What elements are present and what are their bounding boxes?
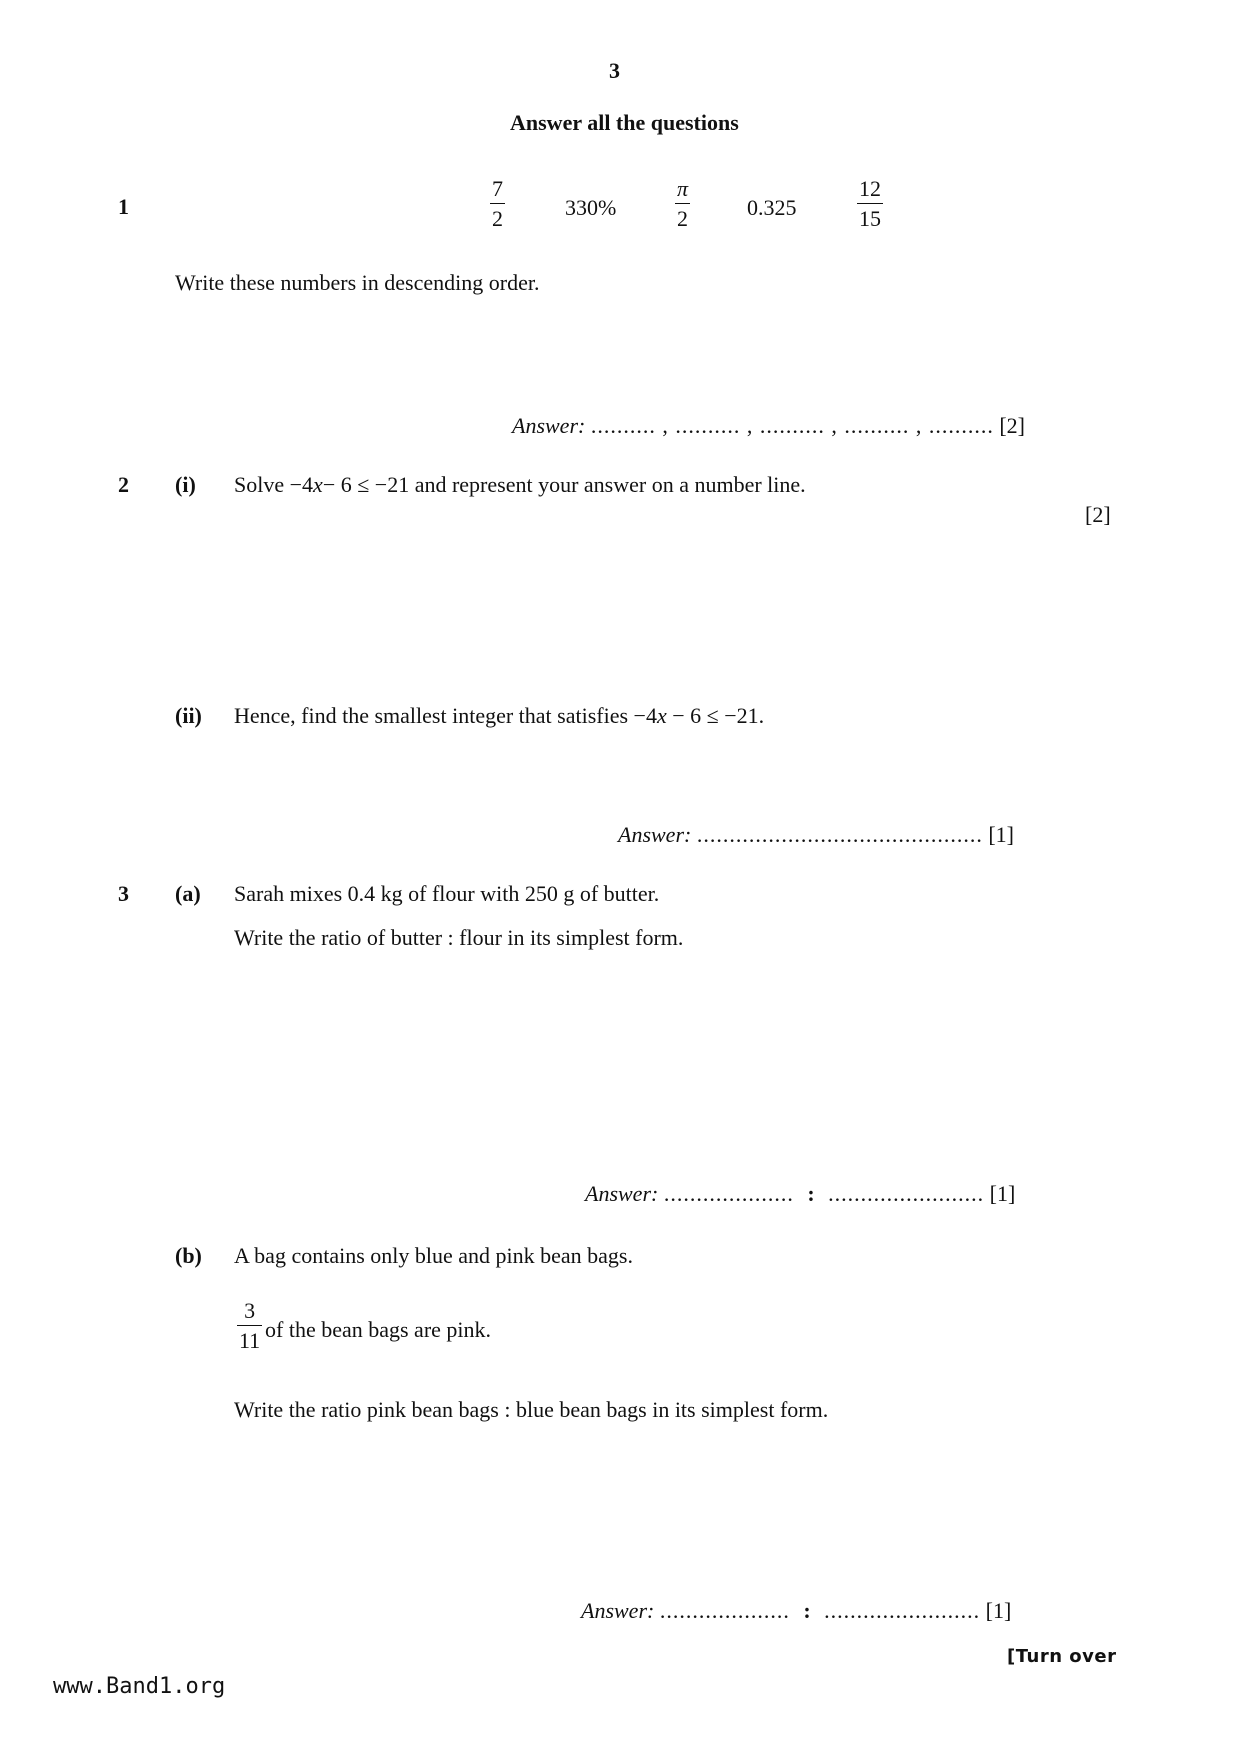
watermark-url: www.Band1.org bbox=[53, 1674, 226, 1699]
q2-ii-text-pre: Hence, find the smallest integer that satisfies bbox=[234, 703, 634, 728]
q2-i-text-post: and represent your answer on a number line. bbox=[409, 472, 806, 497]
q3-b-line2: of the bean bags are pink. bbox=[265, 1317, 492, 1342]
fraction-denominator: 11 bbox=[239, 1328, 261, 1353]
q3-a-answer-line bbox=[585, 1181, 1015, 1207]
q2-answer-blank[interactable]: ............................................ bbox=[696, 822, 983, 847]
q3-a-line2: Write the ratio of butter : flour in its simplest form. bbox=[234, 925, 684, 950]
page-number: 3 bbox=[609, 58, 620, 83]
fraction-denominator: 15 bbox=[859, 206, 881, 231]
q2-answer-line bbox=[618, 822, 1014, 848]
q1-instruction: Write these numbers in descending order. bbox=[175, 270, 540, 295]
page-heading: Answer all the questions bbox=[510, 110, 739, 135]
q1-fraction-7-over-2 bbox=[490, 178, 505, 230]
fraction-numerator: 12 bbox=[859, 176, 881, 201]
answer-label: Answer: bbox=[618, 822, 692, 847]
q2-ii-marks: [1] bbox=[988, 822, 1014, 847]
fraction-denominator: 2 bbox=[492, 206, 503, 231]
q2-ii-expr-a: −4 bbox=[633, 703, 657, 728]
q2-part-i-marks: [2] bbox=[1085, 502, 1111, 527]
q2-i-expr-a: −4 bbox=[289, 472, 314, 497]
fraction-numerator: 3 bbox=[244, 1298, 256, 1323]
question-number-1: 1 bbox=[118, 194, 129, 219]
fraction-numerator: 7 bbox=[492, 176, 503, 201]
q3-b-line1: A bag contains only blue and pink bean bags. bbox=[234, 1243, 633, 1268]
q3-b-fraction-3-over-11 bbox=[237, 1300, 262, 1352]
fraction-numerator: π bbox=[677, 176, 689, 201]
q1-value-decimal: 0.325 bbox=[747, 195, 797, 220]
q1-marks: [2] bbox=[999, 413, 1025, 438]
q1-fraction-12-over-15 bbox=[857, 178, 883, 230]
q2-part-i-label: (i) bbox=[175, 472, 196, 497]
q2-ii-variable: x bbox=[656, 703, 667, 728]
q3-b-answer-line bbox=[581, 1598, 1011, 1624]
q2-i-variable: x bbox=[313, 472, 323, 497]
q3-a-marks: [1] bbox=[989, 1181, 1016, 1206]
q1-value-percent: 330% bbox=[565, 195, 617, 220]
answer-label: Answer: bbox=[512, 413, 586, 438]
q1-answer-line bbox=[512, 413, 1025, 439]
q3-b-line3: Write the ratio pink bean bags : blue bean bags in its simplest form. bbox=[234, 1397, 829, 1422]
answer-label: Answer: bbox=[585, 1181, 659, 1206]
q2-i-expr-b: − 6 ≤ −21 bbox=[322, 472, 410, 497]
q3-part-b-label: (b) bbox=[175, 1243, 202, 1268]
fraction-denominator: 2 bbox=[677, 206, 689, 231]
q2-i-text-pre: Solve bbox=[234, 472, 290, 497]
ratio-colon: : bbox=[807, 1181, 815, 1206]
q1-fraction-pi-over-2 bbox=[675, 178, 690, 230]
answer-label: Answer: bbox=[581, 1598, 655, 1623]
q3-part-a-label: (a) bbox=[175, 881, 201, 906]
q3-a-answer-blank-left[interactable]: .................... bbox=[663, 1181, 794, 1206]
q2-part-ii-text bbox=[234, 703, 764, 729]
question-number-3: 3 bbox=[118, 881, 129, 906]
q3-b-answer-blank-left[interactable]: .................... bbox=[659, 1598, 790, 1623]
ratio-colon: : bbox=[803, 1598, 811, 1623]
q2-part-i-text bbox=[234, 472, 806, 498]
q3-b-marks: [1] bbox=[985, 1598, 1012, 1623]
turn-over-label: [Turn over bbox=[1007, 1646, 1117, 1667]
q2-part-ii-label: (ii) bbox=[175, 703, 202, 728]
q2-ii-expr-b: − 6 ≤ −21. bbox=[666, 703, 765, 728]
question-number-2: 2 bbox=[118, 472, 129, 497]
q1-answer-blank[interactable]: .......... , .......... , .......... , .......... , .......... bbox=[590, 413, 994, 438]
q3-b-answer-blank-right[interactable]: ........................ bbox=[824, 1598, 981, 1623]
q3-a-line1: Sarah mixes 0.4 kg of flour with 250 g of butter. bbox=[234, 881, 660, 906]
q3-a-answer-blank-right[interactable]: ........................ bbox=[828, 1181, 985, 1206]
